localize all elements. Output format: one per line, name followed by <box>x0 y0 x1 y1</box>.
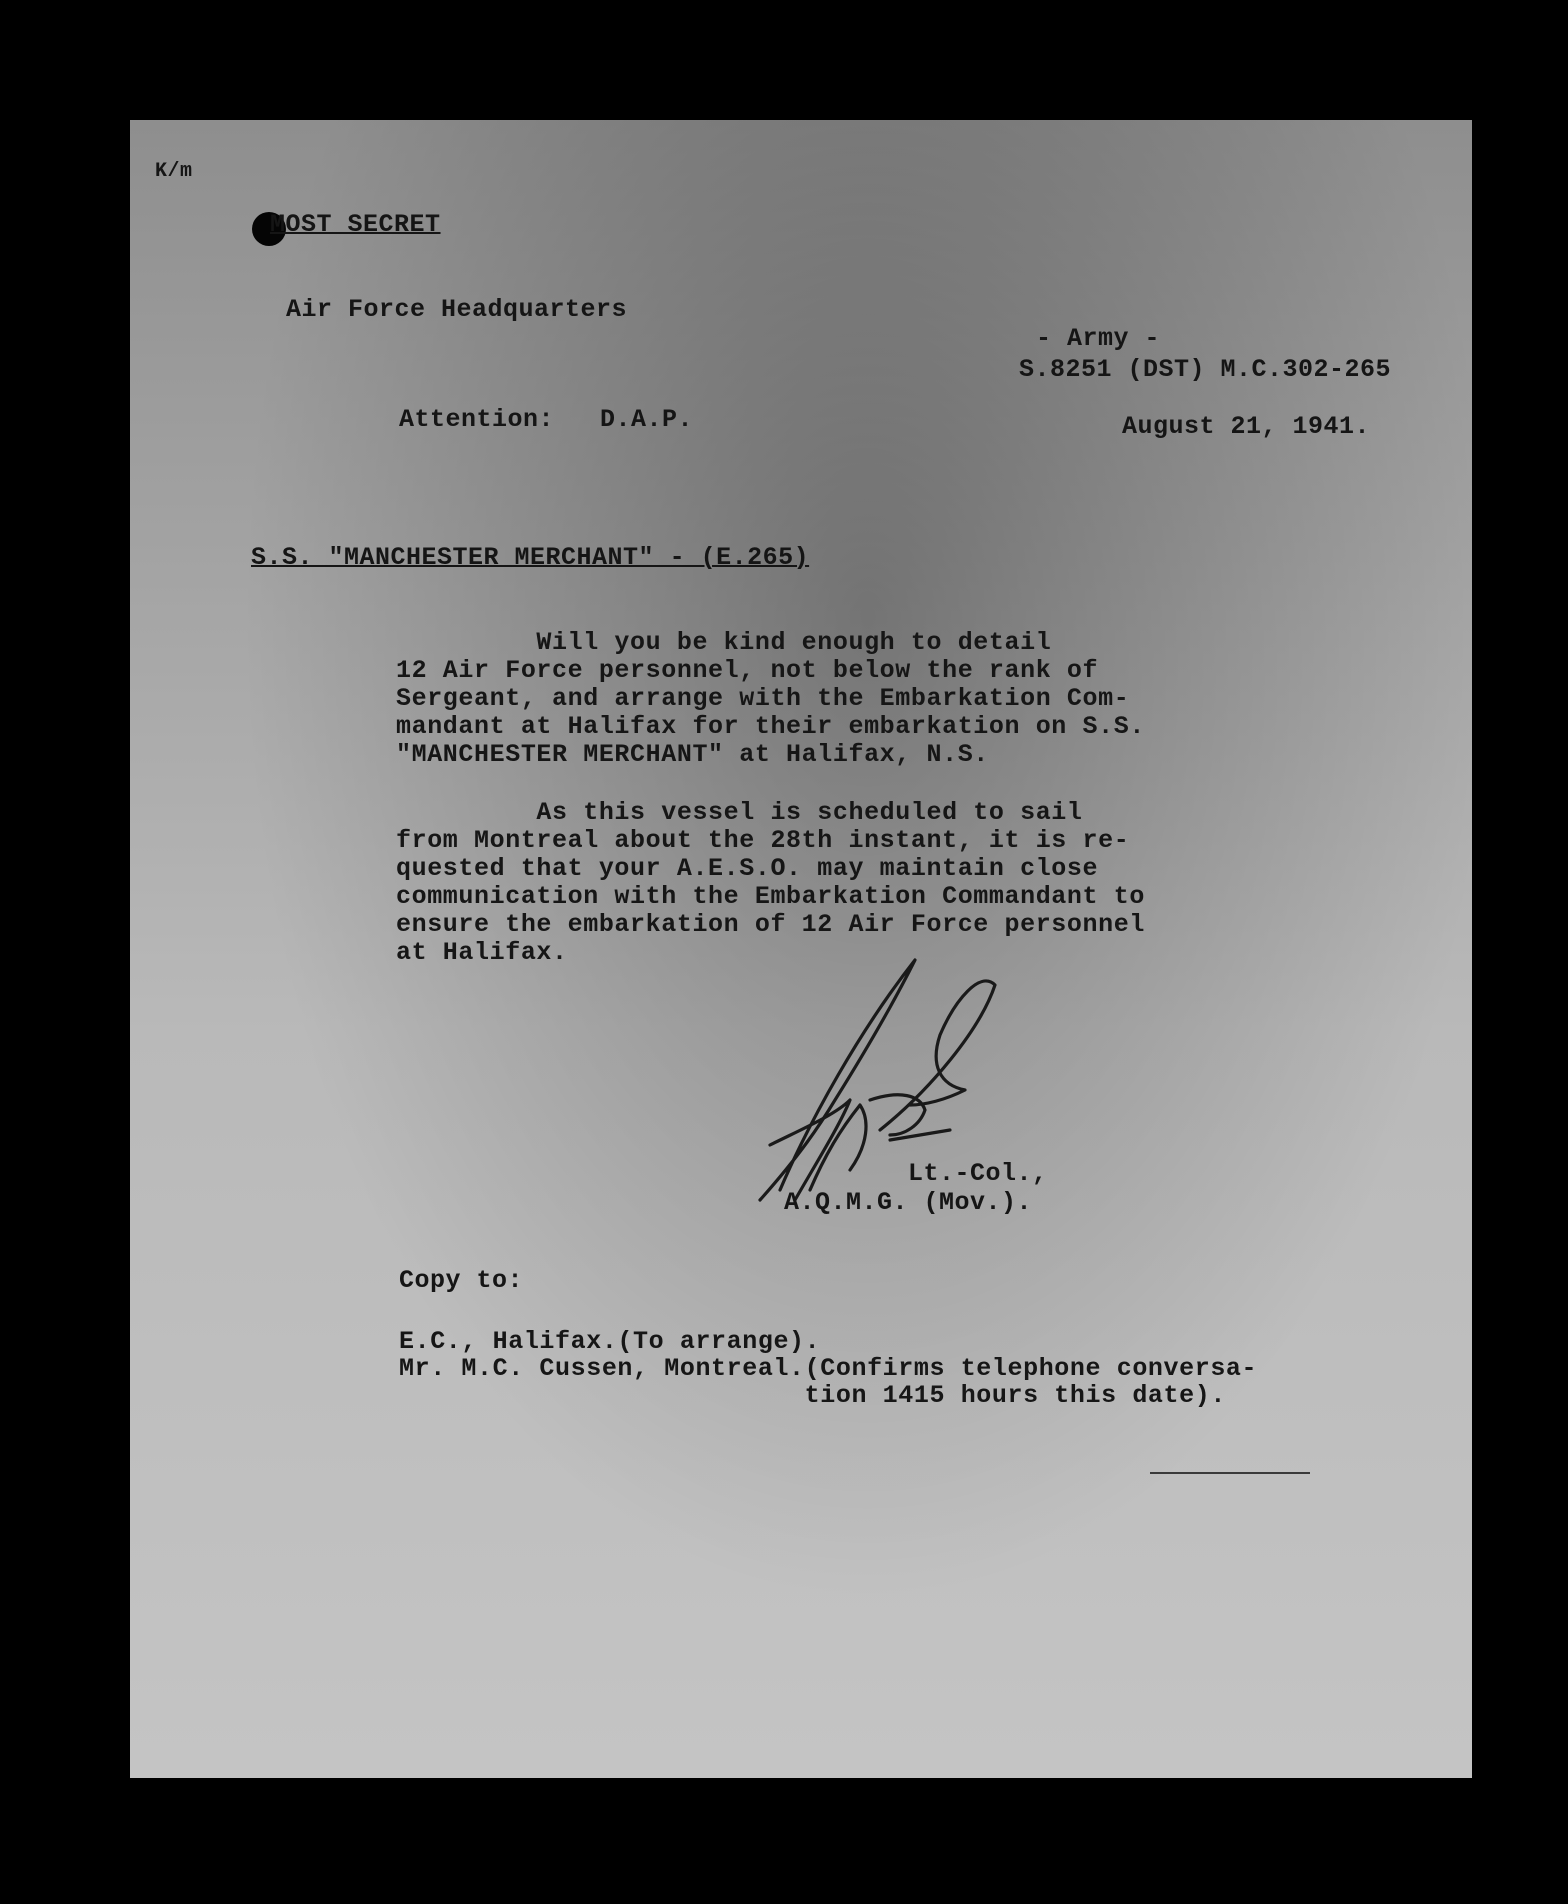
signatory-rank: Lt.-Col., <box>908 1159 1048 1188</box>
reference-initials: K/m <box>155 160 193 183</box>
subject-line: S.S. "MANCHESTER MERCHANT" - (E.265) <box>251 543 810 572</box>
copy-to-label: Copy to: <box>399 1266 524 1295</box>
signatory-title: A.Q.M.G. (Mov.). <box>784 1188 1033 1217</box>
paragraph-line: "MANCHESTER MERCHANT" at Halifax, N.S. <box>396 740 989 769</box>
classification-heading: MOST SECRET <box>270 210 441 239</box>
paragraph-line: Sergeant, and arrange with the Embarkation Com- <box>396 684 1130 713</box>
addressee: Air Force Headquarters <box>286 295 628 324</box>
divider-rule <box>1150 1472 1310 1474</box>
paragraph-line: quested that your A.E.S.O. may maintain close <box>396 854 1099 883</box>
attention-label: Attention: <box>399 405 555 434</box>
file-number: S.8251 (DST) M.C.302-265 <box>1019 355 1392 384</box>
paragraph-line: Will you be kind enough to detail <box>396 628 1052 657</box>
paragraph-line: mandant at Halifax for their embarkation on S.S. <box>396 712 1145 741</box>
attention-value: D.A.P. <box>600 405 694 434</box>
paragraph-line: As this vessel is scheduled to sail <box>396 798 1083 827</box>
paragraph-line: 12 Air Force personnel, not below the rank of <box>396 656 1099 685</box>
document-date: August 21, 1941. <box>1122 412 1371 441</box>
paragraph-line: communication with the Embarkation Commandant to <box>396 882 1145 911</box>
copy-to-line: Mr. M.C. Cussen, Montreal.(Confirms telephone conversa- <box>399 1354 1258 1383</box>
paragraph-line: ensure the embarkation of 12 Air Force personnel <box>396 910 1145 939</box>
copy-to-line: tion 1415 hours this date). <box>399 1381 1226 1410</box>
document-page <box>130 120 1472 1778</box>
copy-to-line: E.C., Halifax.(To arrange). <box>399 1327 821 1356</box>
branch-label: - Army - <box>1036 324 1161 353</box>
paragraph-line: at Halifax. <box>396 938 568 967</box>
paragraph-line: from Montreal about the 28th instant, it is re- <box>396 826 1130 855</box>
